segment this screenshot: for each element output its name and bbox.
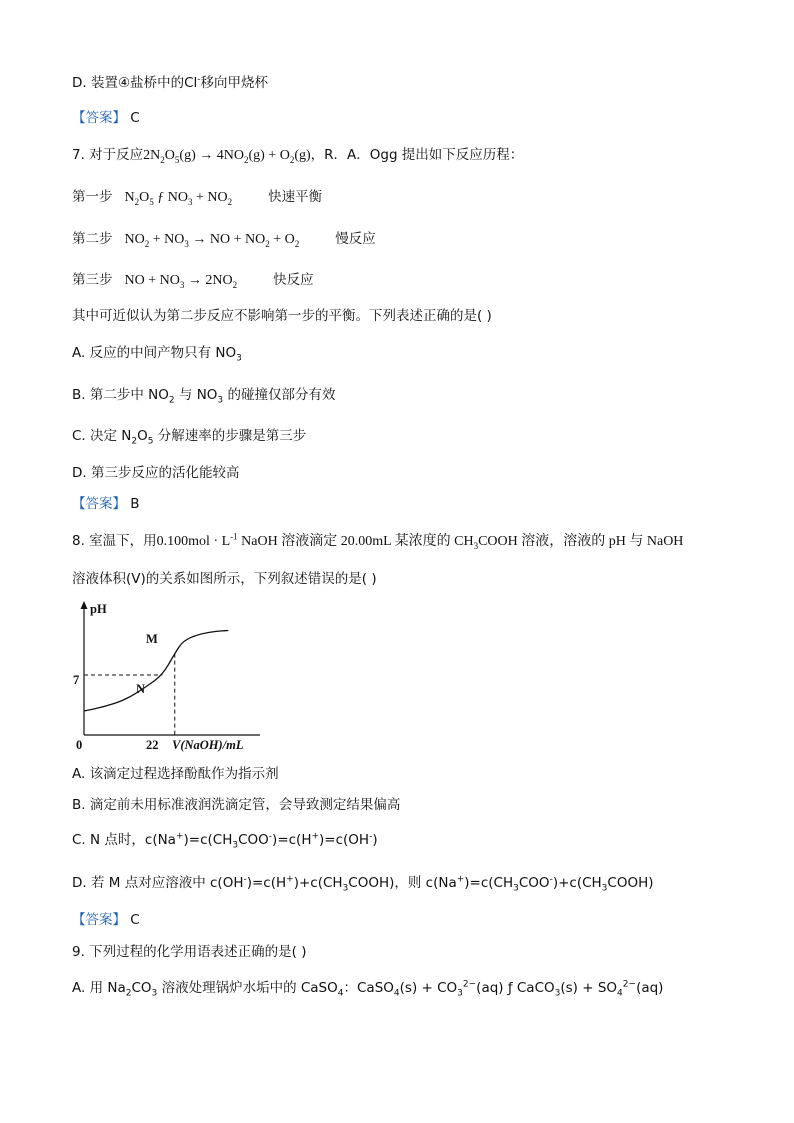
q7-step3: 第三步 NO + $NO_3 \to 2NO_2$ 快反应 xyxy=(72,272,314,290)
q9-option-a: A. 用 $Na_2CO_3$ 溶液处理锅炉水垢中的 CaSO$_4$：CaSO$_4$(s) + $CO_3^{2-}(aq)$ ƒ CaCO$_3$(s) + $SO_4^{2-}(aq)$ xyxy=(72,979,664,999)
q6-option-d: D. 装置④盐桥中的Cl-移向甲烧杯 xyxy=(72,74,269,91)
q7-option-b: B. 第二步中 $NO_2$ 与 $NO_3$ 的碰撞仅部分有效 xyxy=(72,387,336,406)
q7-option-a: A. 反应的中间产物只有 $NO_3$ xyxy=(72,345,242,364)
q8-option-c: C. N 点时，$c(Na^+)=c(CH_3COO^-)=c(H^+)=c(OH^-)$ xyxy=(72,831,378,851)
q7-assumption: 其中可近似认为第二步反应不影响第一步的平衡。下列表述正确的是( ) xyxy=(72,308,492,324)
y-axis-label: pH xyxy=(90,602,107,616)
y-tick-7: 7 xyxy=(73,673,80,687)
point-m-label: M xyxy=(146,632,158,646)
point-n-label: N xyxy=(136,682,146,696)
q8-option-a: A. 该滴定过程选择酚酞作为指示剂 xyxy=(72,766,279,782)
q6-answer: 【答案】 C xyxy=(72,110,140,126)
q7-step1: 第一步 $N_2O_5$ ƒ $NO_3 + NO_2$ 快速平衡 xyxy=(72,189,323,207)
q8-stem-line1: 8. 室温下，用$0.100mol \cdot L^{-1}$ NaOH 溶液滴定 20.00mL 某浓度的 $CH_3COOH$ 溶液，溶液的 pH 与 NaOH xyxy=(72,531,684,551)
q8-answer: 【答案】 C xyxy=(72,912,140,928)
q8-stem-line2: 溶液体积(V)的关系如图所示，下列叙述错误的是( ) xyxy=(72,571,377,587)
q7-option-c: C. 决定 $N_2O_5$ 分解速率的步骤是第三步 xyxy=(72,428,307,447)
q9-stem: 9. 下列过程的化学用语表述正确的是( ) xyxy=(72,944,307,960)
q8-option-d: D. 若 M 点对应溶液中 $c(OH^-)=c(H^+)+c(CH_3COOH)$，则 $c(Na^+)=c(CH_3COO^-)+c(CH_3COOH)$ xyxy=(72,874,654,894)
y-axis-arrow xyxy=(81,601,88,609)
q7-stem: 7. 对于反应$2N_2O_5(g) \to 4NO_2(g) + O_2(g)$，R．A．Ogg 提出如下反应历程： xyxy=(72,147,524,165)
x-tick-0: 0 xyxy=(76,738,83,752)
titration-curve-chart xyxy=(68,597,268,752)
q7-step2: 第二步 $NO_2 + NO_3$ → NO + $NO_2 + O_2$ 慢反应 xyxy=(72,231,376,249)
x-axis-label: V(NaOH)/mL xyxy=(172,738,244,752)
q7-option-d: D. 第三步反应的活化能较高 xyxy=(72,465,240,481)
x-tick-22: 22 xyxy=(146,738,159,752)
q7-answer: 【答案】 B xyxy=(72,496,140,512)
q8-option-b: B. 滴定前未用标准液润洗滴定管，会导致测定结果偏高 xyxy=(72,797,401,813)
